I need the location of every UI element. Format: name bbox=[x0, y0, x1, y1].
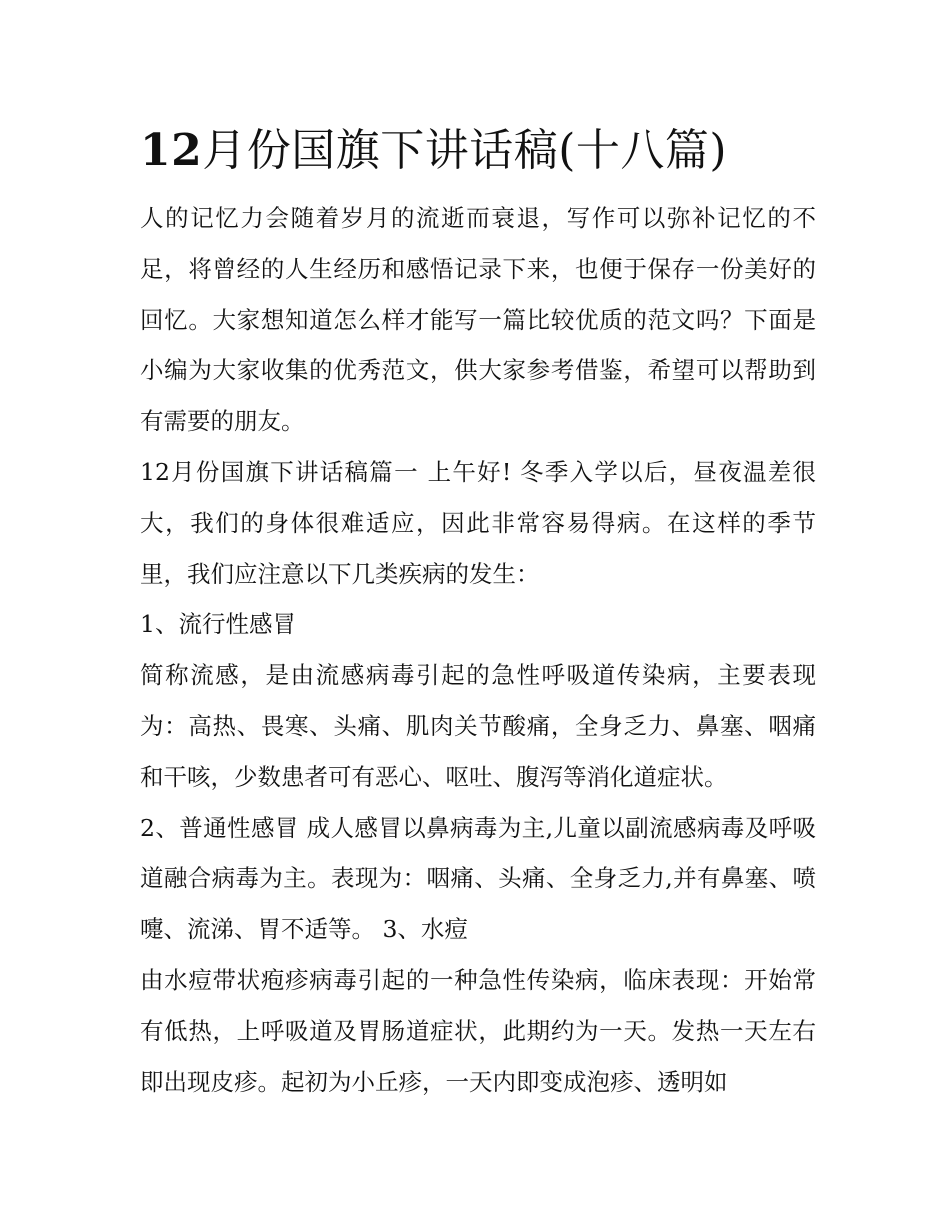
paragraph-speech-opening: 12月份国旗下讲话稿篇一 上午好! 冬季入学以后，昼夜温差很大，我们的身体很难适应，因此非常容易得病。在这样的季节里，我们应注意以下几类疾病的发生： bbox=[140, 457, 816, 588]
title-number: 12 bbox=[140, 125, 203, 176]
title-text: 月份国旗下讲话稿(十八篇) bbox=[202, 125, 728, 176]
paragraph-common-cold: 2、普通性感冒 成人感冒以鼻病毒为主,儿童以副流感病毒及呼吸道融合病毒为主。表现为：咽痛、头痛、全身乏力,并有鼻塞、喷嚏、流涕、胃不适等。 3、水痘 bbox=[140, 813, 816, 944]
document-title bbox=[140, 115, 816, 187]
document-page bbox=[140, 115, 816, 1107]
paragraph-intro: 人的记忆力会随着岁月的流逝而衰退，写作可以弥补记忆的不足，将曾经的人生经历和感悟记录下来，也便于保存一份美好的回忆。大家想知道怎么样才能写一篇比较优质的范文吗？下面是小编为大家收集的优秀范文，供大家参考借鉴，希望可以帮助到有需要的朋友。 bbox=[140, 204, 816, 436]
paragraph-heading-flu: 1、流行性感冒 bbox=[140, 610, 296, 639]
paragraph-flu-description: 简称流感，是由流感病毒引起的急性呼吸道传染病，主要表现为：高热、畏寒、头痛、肌肉关节酸痛，全身乏力、鼻塞、咽痛和干咳，少数患者可有恶心、呕吐、腹泻等消化道症状。 bbox=[140, 661, 816, 791]
paragraph-chickenpox: 由水痘带状疱疹病毒引起的一种急性传染病，临床表现：开始常有低热，上呼吸道及胃肠道症状，此期约为一天。发热一天左右即出现皮疹。起初为小丘疹，一天内即变成泡疹、透明如 bbox=[140, 965, 816, 1096]
